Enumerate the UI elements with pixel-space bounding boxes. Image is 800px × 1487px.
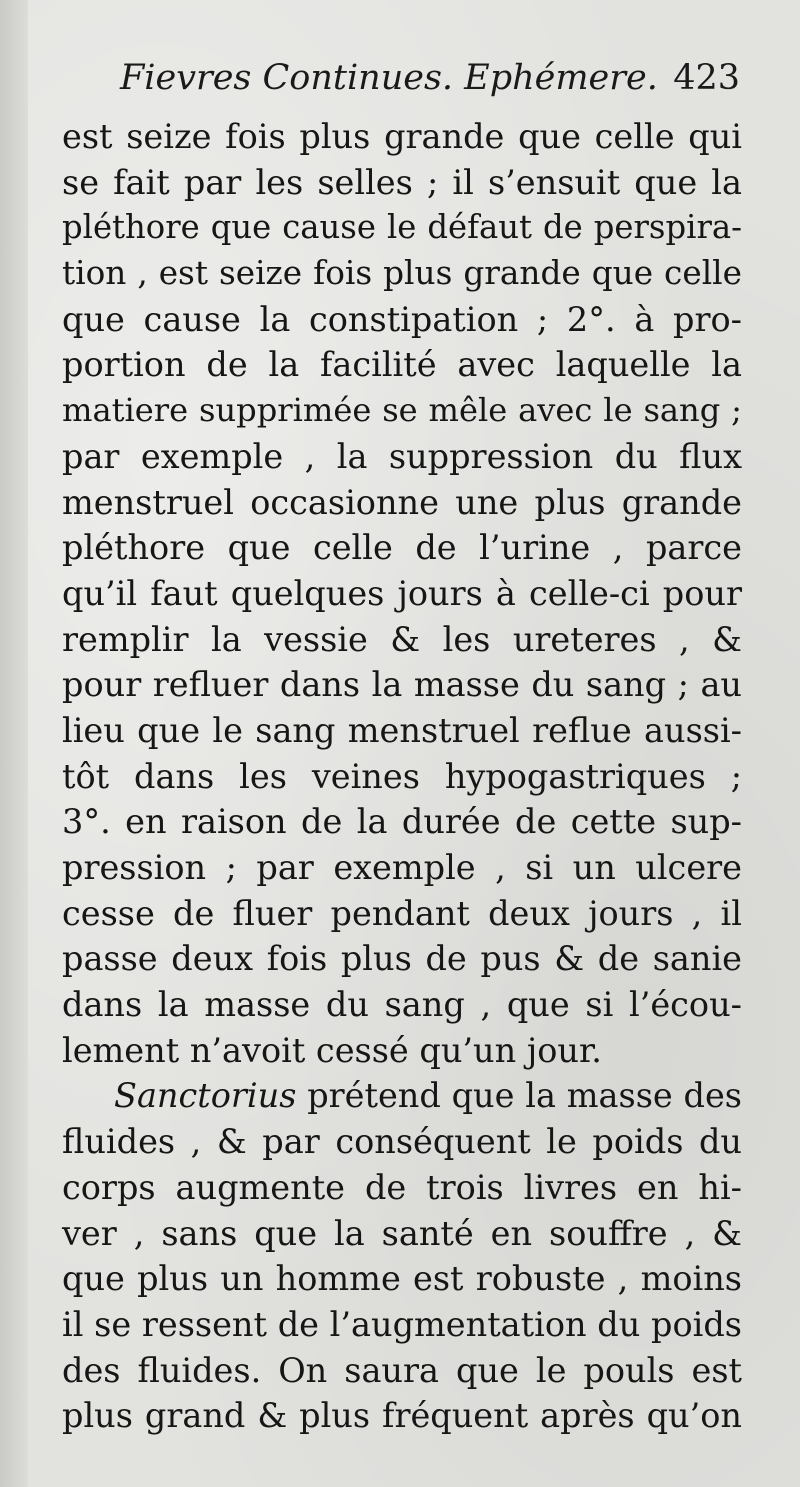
text-line: pour refluer dans la masse du sang ; au: [62, 665, 742, 705]
text-line: corps augmente de trois livres en hi-: [62, 1167, 742, 1207]
text-fragment: prétend que la masse des: [307, 1076, 742, 1116]
text-line: pression ; par exemple , si un ulcere: [62, 848, 742, 887]
text-line: tion , est seize fois plus grande que celle: [62, 254, 742, 293]
text-line: se fait par les selles ; il s’ensuit que la: [62, 162, 742, 202]
text-line: fluides , & par conséquent le poids du: [62, 1122, 742, 1162]
text-line: qu’il faut quelques jours à celle-ci pour: [62, 573, 742, 613]
page-header: [120, 58, 740, 108]
author-name: Sanctorius: [114, 1076, 297, 1116]
text-line: pléthore que celle de l’urine , parce: [62, 528, 742, 568]
text-line: plus grand & plus fréquent après qu’on: [62, 1396, 742, 1436]
text-line: est seize fois plus grande que celle qui: [62, 117, 742, 156]
text-line: lement n’avoit cessé qu’un jour.: [62, 1030, 602, 1070]
text-line: par exemple , la suppression du flux: [62, 436, 742, 476]
text-line: des fluides. On saura que le pouls est: [62, 1350, 742, 1390]
page-gutter: [0, 0, 28, 1487]
running-head: Fievres Continues. Ephémere.: [120, 58, 658, 98]
page-number: 423: [673, 58, 740, 98]
text-line: pléthore que cause le défaut de perspira-: [62, 208, 742, 247]
text-line: ver , sans que la santé en souffre , &: [62, 1213, 742, 1253]
text-line: dans la masse du sang , que si l’écou-: [62, 985, 742, 1025]
text-line: 3°. en raison de la durée de cette sup-: [62, 802, 742, 842]
paragraph-first-line: [62, 1073, 742, 1119]
text-line: passe deux fois plus de pus & de sanie: [62, 939, 742, 979]
text-line: cesse de fluer pendant deux jours , il: [62, 893, 742, 933]
text-line: tôt dans les veines hypogastriques ;: [62, 756, 742, 796]
text-line: que cause la constipation ; 2°. à pro-: [62, 299, 742, 339]
body-text: [62, 114, 742, 1439]
text-line: il se ressent de l’augmentation du poids: [62, 1304, 742, 1344]
text-line: portion de la facilité avec laquelle la: [62, 345, 742, 385]
text-line: matiere supprimée se mêle avec le sang ;: [62, 391, 742, 430]
text-line: que plus un homme est robuste , moins: [62, 1259, 742, 1299]
text-line: lieu que le sang menstruel reflue aussi-: [62, 710, 742, 750]
text-line: remplir la vessie & les ureteres , &: [62, 619, 742, 659]
text-line: menstruel occasionne une plus grande: [62, 482, 742, 522]
